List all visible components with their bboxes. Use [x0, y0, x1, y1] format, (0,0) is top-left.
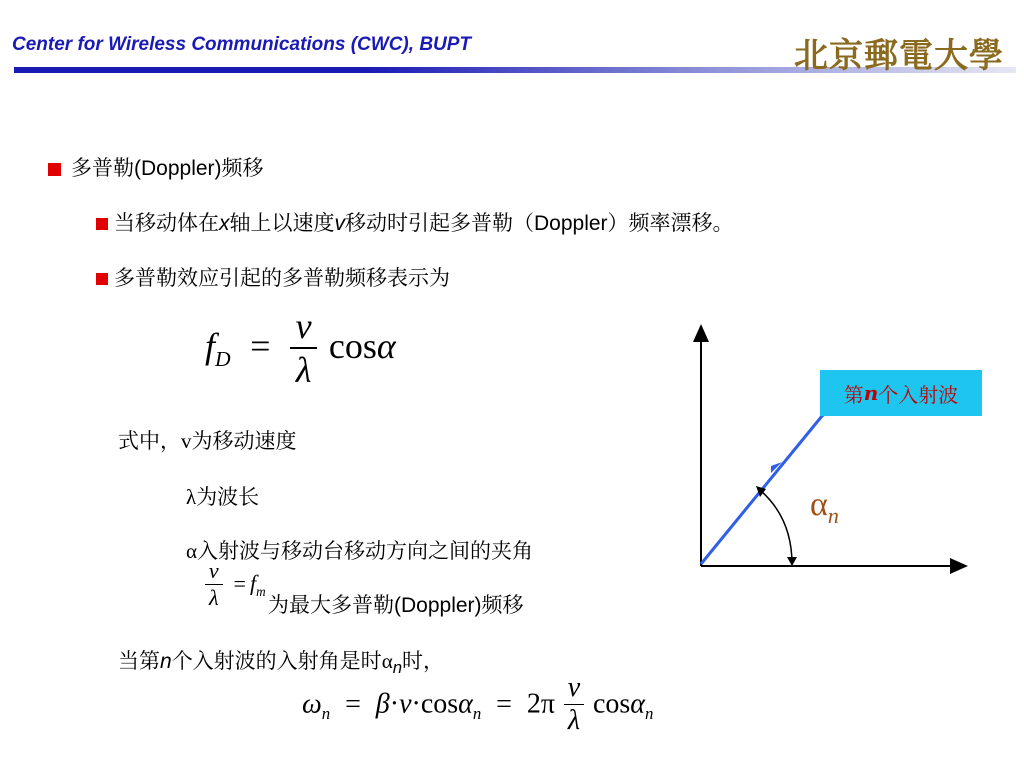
bullet-square-icon [96, 273, 108, 285]
bullet-text: 频移 [221, 156, 264, 180]
angle-arrow-icon [787, 557, 797, 566]
formula-v: v [399, 688, 412, 720]
formula-cos: cos [592, 688, 631, 720]
callout-text: 第 [843, 382, 864, 407]
formula-fraction [205, 558, 223, 611]
bullet-text: (Doppler) [134, 157, 222, 180]
var-n: n [160, 650, 172, 673]
def-text: 入射波与移动台移动方向之间的夹角 [197, 539, 534, 563]
formula-alpha: α [376, 326, 396, 366]
fraction-numerator: v [208, 558, 219, 583]
def-text: 式中， [118, 429, 181, 453]
def-max-doppler-text [268, 589, 524, 619]
formula-fraction [290, 305, 318, 391]
def-text: 个入射波的入射角是时 [171, 649, 382, 673]
formula-two-pi: 2π [526, 688, 555, 720]
university-logo: 北京郵電大學 [794, 36, 1004, 76]
formula-sub: n [321, 704, 331, 724]
angle-arc [760, 490, 792, 564]
nth-wave-callout [820, 370, 982, 416]
formula-sub: n [472, 704, 482, 724]
callout-text: 个入射波 [878, 382, 959, 407]
header-title: Center for Wireless Communications (CWC), BUPT [12, 34, 472, 55]
bullet-text: 多普勒 [71, 156, 134, 180]
formula-beta: β [375, 688, 390, 720]
formula-omega: ω [302, 688, 322, 720]
bullet-doppler-shift [48, 152, 264, 182]
def-max-doppler-formula [205, 558, 266, 611]
bullet-square-icon [96, 218, 108, 230]
def-symbol: λ [186, 485, 197, 509]
formula-cos: cos [420, 688, 459, 720]
bullet-text: Doppler [534, 212, 608, 235]
formula-eq: = [233, 570, 246, 596]
bullet-text: ）频率漂移。 [607, 211, 734, 235]
def-wavelength [186, 481, 259, 511]
def-velocity [118, 425, 297, 455]
formula-fraction [564, 672, 584, 737]
formula-alpha: α [630, 688, 645, 720]
def-symbol: v [181, 429, 192, 453]
fraction-denominator: λ [564, 704, 584, 737]
bullet-text: 多普勒效应引起的多普勒频移表示为 [114, 266, 450, 290]
formula-dot: · [411, 688, 421, 720]
var-n: n [827, 502, 839, 528]
fraction-denominator: λ [205, 584, 223, 611]
def-text: 为移动速度 [191, 429, 297, 453]
bullet-text: 轴上以速度 [229, 211, 335, 235]
var-n: n [392, 658, 403, 678]
bullet-text: 移动时引起多普勒（ [345, 211, 534, 235]
formula-sub: n [644, 704, 654, 724]
incident-wave-diagram [680, 320, 980, 580]
formula-dot: · [389, 688, 400, 720]
var-n: n [863, 381, 879, 405]
def-text: 为最大多普勒 [268, 593, 394, 617]
def-symbol: α [186, 539, 198, 563]
def-text: 当第 [118, 649, 160, 673]
fraction-numerator: v [567, 672, 581, 703]
formula-f: f [249, 570, 257, 596]
formula-f: f [205, 326, 216, 366]
def-symbol: α [381, 649, 393, 673]
var-v: v [334, 212, 345, 235]
def-text: 频移 [481, 593, 524, 617]
bullet-moving-body [96, 207, 734, 237]
formula-cos: cos [328, 326, 377, 366]
fraction-numerator: v [295, 306, 312, 346]
bullet-doppler-effect [96, 262, 450, 292]
formula-alpha: α [458, 688, 473, 720]
bullet-text: 当移动体在 [114, 211, 219, 235]
formula-sub: D [215, 347, 231, 372]
angle-alpha-n-label [810, 486, 839, 529]
fraction-denominator: λ [290, 347, 318, 391]
formula-sub: m [256, 583, 266, 599]
def-text: 时， [402, 649, 445, 673]
formula-doppler-shift [205, 305, 396, 391]
alpha-symbol: α [810, 486, 828, 523]
def-text: 为波长 [196, 485, 260, 509]
bullet-square-icon [48, 163, 61, 176]
def-text: (Doppler) [394, 594, 482, 617]
formula-eq: = [496, 688, 512, 720]
formula-angular-shift [302, 672, 653, 737]
var-x: x [219, 212, 230, 235]
formula-eq: = [345, 688, 361, 720]
formula-eq: = [250, 326, 271, 366]
